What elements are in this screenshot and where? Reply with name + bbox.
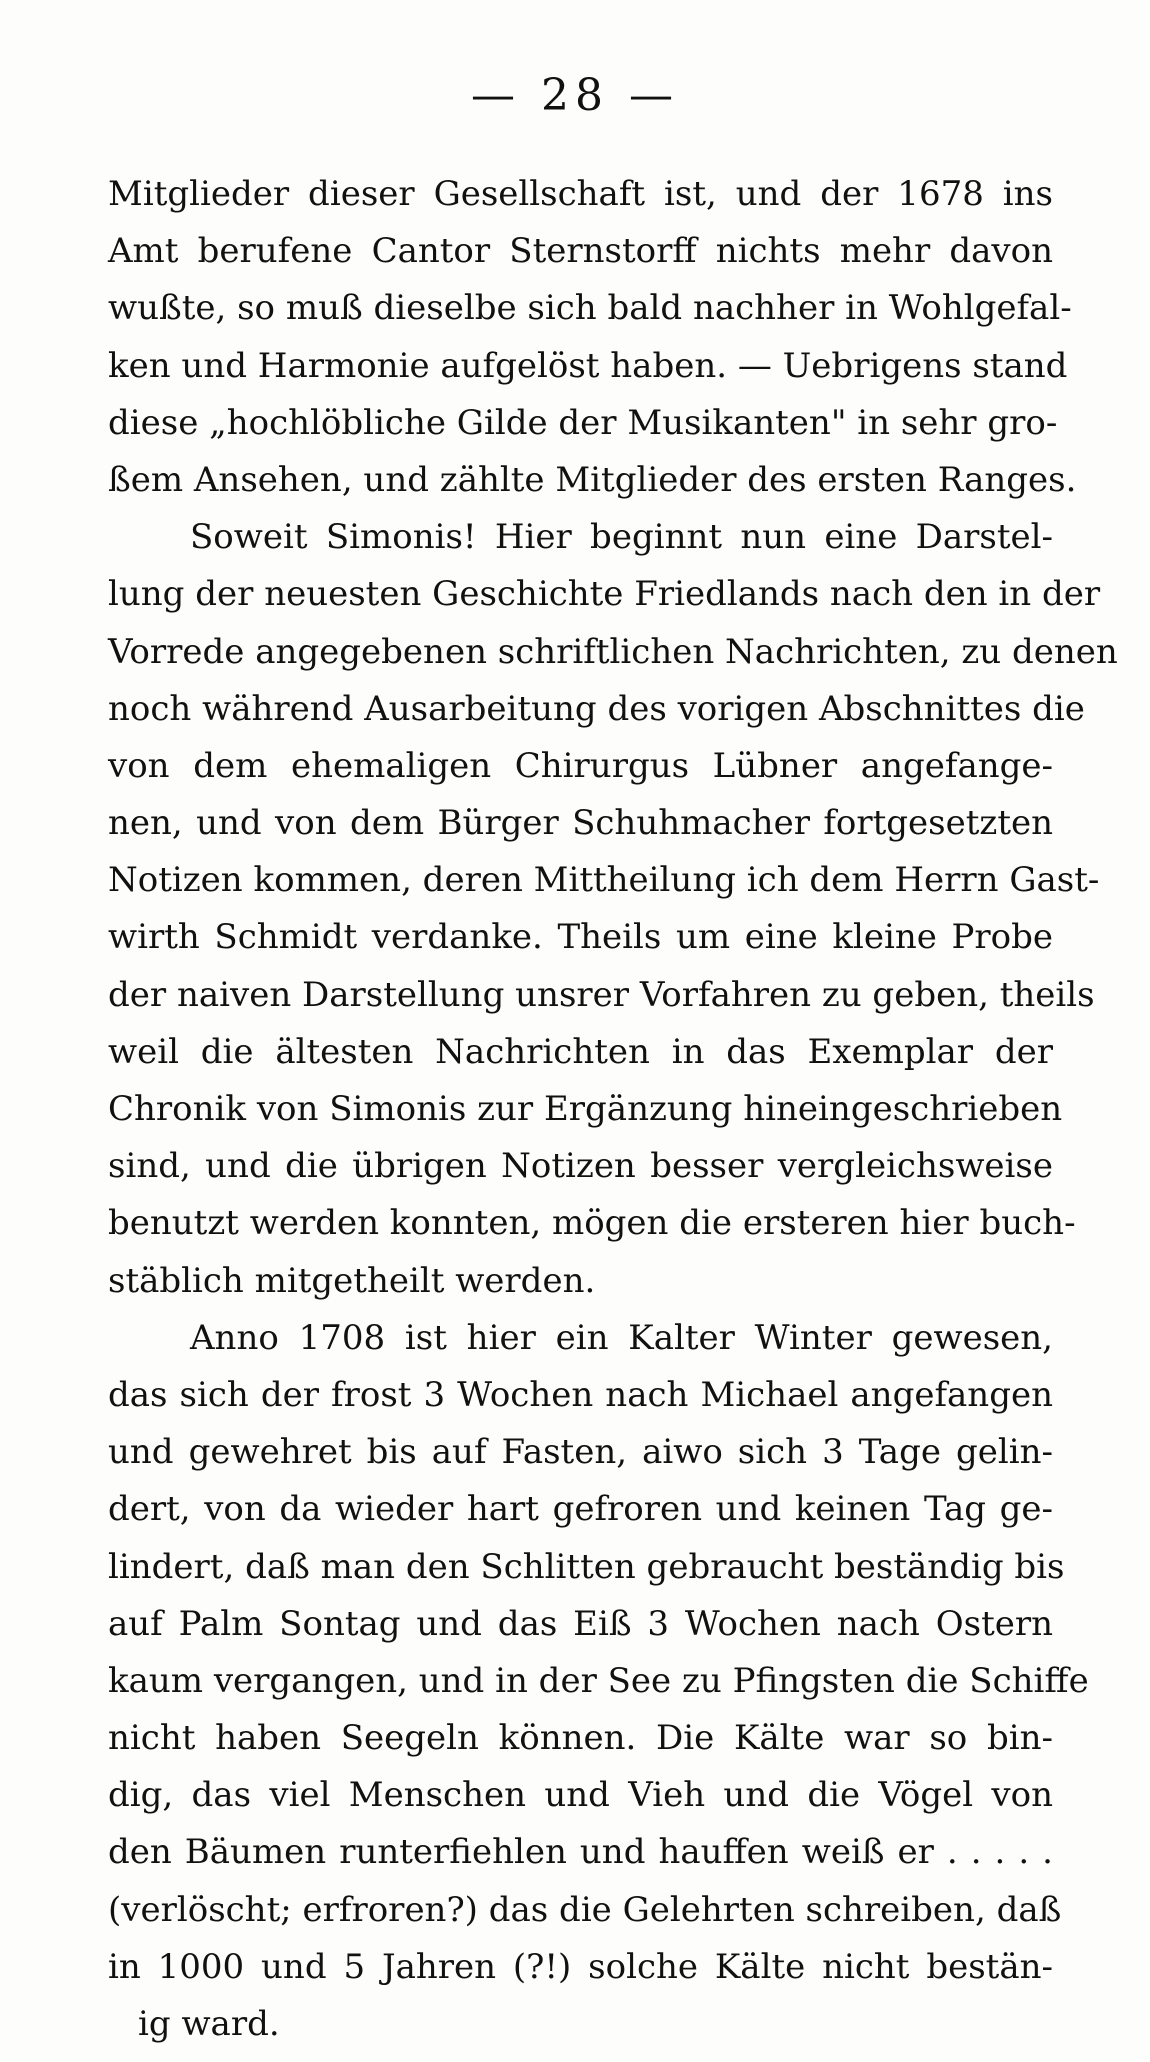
text-line: das sich der frost 3 Wochen nach Michael angefangen bbox=[108, 1374, 1053, 1415]
page-number: — 28 — bbox=[471, 70, 679, 121]
text-line: Mitglieder dieser Gesellschaft ist, und der 1678 ins bbox=[108, 174, 1053, 214]
text-line: Vorrede angegebenen schriftlichen Nachrichten, zu denen bbox=[108, 631, 1118, 672]
text-line: Amt berufene Cantor Sternstorff nichts mehr davon bbox=[108, 231, 1053, 272]
text-line: ßem Ansehen, und zählte Mitglieder des ersten Ranges. bbox=[108, 459, 1077, 500]
text-line: nicht haben Seegeln können. Die Kälte war so bin- bbox=[108, 1718, 1053, 1759]
body-text bbox=[108, 166, 1118, 2053]
text-line: Notizen kommen, deren Mittheilung ich dem Herrn Gast- bbox=[108, 860, 1100, 901]
text-line: auf Palm Sontag und das Eiß 3 Wochen nach Ostern bbox=[108, 1603, 1053, 1644]
text-line: ig ward. bbox=[138, 2004, 280, 2044]
text-line: Anno 1708 ist hier ein Kalter Winter gewesen, bbox=[190, 1317, 1053, 1358]
text-line: den Bäumen runterfiehlen und hauffen weiß er . . . . . bbox=[108, 1832, 1053, 1873]
text-line: benutzt werden konnten, mögen die ersteren hier buch- bbox=[108, 1203, 1076, 1244]
text-line: lung der neuesten Geschichte Friedlands nach den in der bbox=[108, 574, 1101, 615]
text-line: (verlöscht; erfroren?) das die Gelehrten schreiben, daß bbox=[108, 1889, 1062, 1930]
text-line: kaum vergangen, und in der See zu Pfingsten die Schiffe bbox=[108, 1660, 1089, 1701]
text-line: in 1000 und 5 Jahren (?!) solche Kälte nicht bestän- bbox=[108, 1946, 1053, 1987]
text-line: sind, und die übrigen Notizen besser vergleichsweise bbox=[108, 1146, 1053, 1187]
text-line: dert, von da wieder hart gefroren und keinen Tag ge- bbox=[108, 1489, 1053, 1530]
text-line: noch während Ausarbeitung des vorigen Abschnittes die bbox=[108, 688, 1085, 729]
text-line: Soweit Simonis! Hier beginnt nun eine Darstel- bbox=[190, 517, 1053, 558]
text-line: nen, und von dem Bürger Schuhmacher fortgesetzten bbox=[108, 803, 1053, 844]
text-line: lindert, daß man den Schlitten gebraucht beständig bis bbox=[108, 1546, 1065, 1587]
text-line: Chronik von Simonis zur Ergänzung hineingeschrieben bbox=[108, 1089, 1063, 1129]
text-line: diese „hochlöbliche Gilde der Musikanten" in sehr gro- bbox=[108, 402, 1058, 443]
text-line: stäblich mitgetheilt werden. bbox=[108, 1260, 596, 1301]
text-line: weil die ältesten Nachrichten in das Exemplar der bbox=[108, 1031, 1053, 1072]
text-line: wirth Schmidt verdanke. Theils um eine kleine Probe bbox=[108, 917, 1053, 958]
text-line: dig, das viel Menschen und Vieh und die Vögel von bbox=[108, 1775, 1053, 1816]
text-line: der naiven Darstellung unsrer Vorfahren zu geben, theils bbox=[108, 974, 1095, 1015]
text-line: ken und Harmonie aufgelöst haben. — Uebrigens stand bbox=[108, 345, 1068, 386]
text-line: und gewehret bis auf Fasten, aiwo sich 3 Tage gelin- bbox=[108, 1432, 1053, 1473]
text-line: von dem ehemaligen Chirurgus Lübner angefange- bbox=[108, 745, 1053, 786]
text-line: wußte, so muß dieselbe sich bald nachher in Wohlgefal- bbox=[108, 288, 1072, 329]
